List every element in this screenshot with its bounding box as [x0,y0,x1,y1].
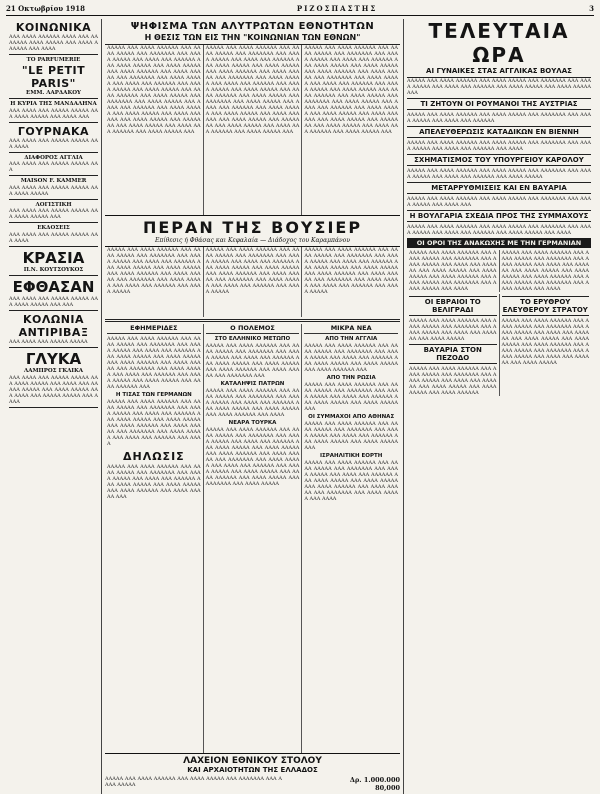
peran-header [105,215,400,247]
antirivax-ad: ΑΝΤΙΡΙΒΑΞ [18,326,89,339]
logistiki-ad: ΛΟΓΙΣΤΙΚΗ [35,201,72,208]
lottery-amount-1: Δρ. 1.000.000 [349,776,400,784]
lampros-ad: ΛΑΜΠΡΟΣ ΓΚΛΙΚΑ [23,368,84,374]
efthasan-ad: ΕΦΘΑΣΑΝ [12,278,95,296]
sub-israilitiki: ΙΣΡΑΗΛΙΤΙΚΗ ΕΟΡΤΗ [319,453,383,459]
classifieds-column: ΚΟΙΝΩΝΙΚΑ ΑΑΑ ΑΑΑΑ ΑΑΑΑΑΑ ΑΑΑΑ ΑΑΑ ΑΑΑΑΑΑΑ ΑΑΑΑ ΑΑΑΑΑ ΑΑΑ ΑΑΑΑ ΑΑΑΑΑΑ ΑΑΑ ΑΑΑΑ TO PARFUMERIE "LE PETIT PARIS" ΕΜΜ. ΛΑΡΔΑΚΟΥ Η ΚΥΡΙΑ ΤΗΣ ΜΑΝΔΑΛΗΝΑ ΑΑΑ ΑΑΑΑ ΑΑΑ ΑΑΑΑΑ ΑΑΑΑΑ ΑΑΑ ΑΑΑΑ ΑΑΑΑΑ ΑΑΑ ΑΑΑΑ ΑΑΑ ΓΟΥΡΝΑΚΑ ΑΑΑ ΑΑΑΑ ΑΑΑ ΑΑΑΑΑ ΑΑΑΑΑ ΑΑΑ ΑΑΑΑ ΔΙΑΦΟΡΟΣ ΑΓΓΛΙΑ ΑΑΑ ΑΑΑΑ ΑΑΑ ΑΑΑΑΑ ΑΑΑΑΑ ΑΑΑ MAISON F. KAMMER ΑΑΑ ΑΑΑΑ ΑΑΑ ΑΑΑΑΑ ΑΑΑΑΑ ΑΑΑ ΑΑΑΑ ΑΑΑΑΑ ΛΟΓΙΣΤΙΚΗ ΑΑΑ ΑΑΑΑ ΑΑΑ ΑΑΑΑΑ ΑΑΑΑΑ ΑΑΑ ΑΑΑΑ ΑΑΑΑΑ ΑΑΑ ΕΚΔΟΣΕΙΣ ΑΑΑ ΑΑΑΑ ΑΑΑ ΑΑΑΑΑ ΑΑΑΑΑ ΑΑΑ ΑΑΑΑ ΚΡΑΣΙΑ Π.Ν. ΚΟΥΤΣΟΥΚΟΣ ΕΦΘΑΣΑΝ ΑΑΑ ΑΑΑΑ ΑΑΑ ΑΑΑΑΑ ΑΑΑΑΑ ΑΑΑ ΑΑΑΑ ΑΑΑΑΑ ΑΑΑ ΑΑΑ ΚΟΛΩΝΙΑ ΑΝΤΙΡΙΒΑΞ ΑΑΑ ΑΑΑΑ ΑΑΑ ΑΑΑΑΑ ΑΑΑΑΑ ΓΛΥΚΑ ΛΑΜΠΡΟΣ ΓΚΛΙΚΑ ΑΑΑ ΑΑΑΑ ΑΑΑ ΑΑΑΑΑ ΑΑΑΑΑ ΑΑΑ ΑΑΑΑ ΑΑΑΑΑ ΑΑΑ ΑΑΑΑ ΑΑΑ ΑΑΑΑΑ ΑΑΑΑΑ ΑΑΑ ΑΑΑΑ ΑΑΑΑΑ ΑΑΑ ΑΑΑΑ ΑΑΑ ΑΑΑΑΑ ΑΑΑΑΑ ΑΑΑ ΑΑΑΑ [6,19,102,794]
headline-evraioi: ΟΙ ΕΒΡΑΙΟΙ ΤΟ ΒΕΛΙΓΡΑΔΙ [409,296,497,316]
koinonika-heading: ΚΟΙΝΩΝΙΚΑ [15,21,92,34]
paper-name: ΡΙΖΟΣΠΑΣΤΗΣ [296,4,378,13]
sub-tisas: Η ΤΙΣΑΣ ΤΩΝ ΓΕΡΜΑΝΩΝ [115,392,192,398]
headline-voulgaria: Η ΒΟΥΛΓΑΡΙΑ ΣΧΕΔΙΑ ΠΡΟΣ ΤΗΣ ΣΥΜΜΑΧΟΥΣ [407,210,591,222]
sub-symmachoi: ΟΙ ΣΥΜΜΑΧΟΙ ΑΠΟ ΑΘΗΝΑΣ [308,414,395,420]
headline-roumanoi: ΤΙ ΖΗΤΟΥΝ ΟΙ ΡΟΥΜΑΝΟΙ ΤΗΣ ΑΥΣΤΡΙΑΣ [407,98,591,110]
headline-apeleftherosis: ΑΠΕΛΕΥΘΕΡΩΣΙΣ ΚΑΤΑΔΙΚΩΝ ΕΝ ΒΙΕΝΝΗ [407,126,591,138]
peran-title: ΠΕΡΑΝ ΤΗΣ ΒΟΥΣΙΕΡ [142,218,363,237]
diaforos-ad: ΔΙΑΦΟΡΟΣ ΑΓΓΛΙΑ [24,154,83,161]
mandalena-ad: Η ΚΥΡΙΑ ΤΗΣ ΜΑΝΔΑΛΗΝΑ [10,101,97,107]
kolonia-ad: ΚΟΛΩΝΙΑ [22,313,85,326]
sub-elliniko-metopo: ΣΤΟ ΕΛΛΗΝΙΚΟ ΜΕΤΩΠΟ [214,336,291,342]
sub-katalipsis: ΚΑΤΑΛΗΨΙΣ ΠΑΤΡΩΝ [220,381,285,387]
gournaka-ad: ΓΟΥΡΝΑΚΑ [17,124,90,138]
dhloseis-heading: ΔΗΛΩΣΙΣ [122,450,185,463]
lottery-title: ΛΑΧΕΙΟΝ ΕΘΝΙΚΟΥ ΣΤΟΛΟΥ [183,756,322,766]
page-header [6,4,594,16]
last-hour-column: ΤΕΛΕΥΤΑΙΑ ΩΡΑ ΑΙ ΓΥΝΑΙΚΕΣ ΣΤΑΣ ΑΓΓΛΙΚΑΣ ΒΟΥΛΑΣ ΑΑΑΑΑ ΑΑΑ ΑΑΑΑ ΑΑΑΑΑΑ ΑΑΑ ΑΑΑΑ ΑΑΑΑΑ ΑΑΑ ΑΑΑΑΑΑΑ ΑΑΑ ΑΑΑΑ ΑΑΑΑΑ ΑΑΑ ΑΑΑΑ ΑΑΑ ΑΑΑΑΑΑ ΑΑΑ ΑΑΑΑ ΑΑΑΑΑ ΑΑΑ ΑΑΑΑ ΑΑΑΑΑ ΑΑΑ ΤΙ ΖΗΤΟΥΝ ΟΙ ΡΟΥΜΑΝΟΙ ΤΗΣ ΑΥΣΤΡΙΑΣ ΑΑΑΑΑ ΑΑΑ ΑΑΑΑ ΑΑΑΑΑΑ ΑΑΑ ΑΑΑΑ ΑΑΑΑΑ ΑΑΑ ΑΑΑΑΑΑΑ ΑΑΑ ΑΑΑΑ ΑΑΑΑΑ ΑΑΑ ΑΑΑΑ ΑΑΑ ΑΑΑΑΑΑ ΑΠΕΛΕΥΘΕΡΩΣΙΣ ΚΑΤΑΔΙΚΩΝ ΕΝ ΒΙΕΝΝΗ ΑΑΑΑΑ ΑΑΑ ΑΑΑΑ ΑΑΑΑΑΑ ΑΑΑ ΑΑΑΑ ΑΑΑΑΑ ΑΑΑ ΑΑΑΑΑΑΑ ΑΑΑ ΑΑΑΑ ΑΑΑΑΑ ΑΑΑ ΑΑΑΑ ΑΑΑ ΑΑΑΑΑΑ ΑΑΑ ΑΑΑΑ ΣΧΗΜΑΤΙΣΜΟΣ ΤΟΥ ΥΠΟΥΡΓΕΙΟΥ ΚΑΡΟΛΟΥ ΑΑΑΑΑ ΑΑΑ ΑΑΑΑ ΑΑΑΑΑΑ ΑΑΑ ΑΑΑΑ ΑΑΑΑΑ ΑΑΑ ΑΑΑΑΑΑΑ ΑΑΑ ΑΑΑΑ ΑΑΑΑΑ ΑΑΑ ΑΑΑΑ ΑΑΑ ΑΑΑΑΑΑ ΑΑΑ ΑΑΑΑ ΑΑΑΑΑ ΜΕΤΑΡΡΥΘΜΙΣΕΙΣ ΚΑΙ ΕΝ ΒΑΥΑΡΙΑ ΑΑΑΑΑ ΑΑΑ ΑΑΑΑ ΑΑΑΑΑΑ ΑΑΑ ΑΑΑΑ ΑΑΑΑΑ ΑΑΑ ΑΑΑΑΑΑΑ ΑΑΑ ΑΑΑΑ ΑΑΑΑΑ ΑΑΑ ΑΑΑΑ ΑΑΑ Η ΒΟΥΛΓΑΡΙΑ ΣΧΕΔΙΑ ΠΡΟΣ ΤΗΣ ΣΥΜΜΑΧΟΥΣ ΑΑΑΑΑ ΑΑΑ ΑΑΑΑ ΑΑΑΑΑΑ ΑΑΑ ΑΑΑΑ ΑΑΑΑΑ ΑΑΑ ΑΑΑΑΑΑΑ ΑΑΑ ΑΑΑΑ ΑΑΑΑΑ ΑΑΑ ΑΑΑΑ ΑΑΑ ΑΑΑΑΑΑ ΑΑΑ ΑΑΑΑ ΑΑΑΑΑ ΑΑΑ ΑΑΑΑ ΟΙ ΟΡΟΙ ΤΗΣ ΑΝΑΚΩΧΗΣ ΜΕ ΤΗΝ ΓΕΡΜΑΝΙΑΝ ΑΑΑΑΑ ΑΑΑ ΑΑΑΑ ΑΑΑΑΑΑ ΑΑΑ ΑΑΑΑ ΑΑΑΑΑ ΑΑΑ ΑΑΑΑΑΑΑ ΑΑΑ ΑΑΑΑ ΑΑΑΑΑ ΑΑΑ ΑΑΑΑ ΑΑΑ ΑΑΑΑΑΑ ΑΑΑ ΑΑΑΑ ΑΑΑΑΑ ΑΑΑ ΑΑΑΑ ΑΑΑΑΑ ΑΑΑ ΑΑΑΑ ΑΑΑΑΑΑ ΑΑΑ ΑΑΑΑ ΑΑΑΑΑ ΑΑΑ ΑΑΑΑΑΑΑ ΑΑΑ ΑΑΑΑ ΑΑΑΑΑ ΑΑΑ ΑΑΑΑ ΑΑΑΑΑ ΑΑΑ ΑΑΑΑ ΑΑΑΑΑΑ ΑΑΑ ΑΑΑΑ ΑΑΑΑΑ ΑΑΑ ΑΑΑΑΑΑΑ ΑΑΑ ΑΑΑΑ ΑΑΑΑΑ ΑΑΑ ΑΑΑΑ ΑΑΑ ΑΑΑΑΑΑ ΑΑΑ ΑΑΑΑ ΑΑΑΑΑ ΑΑΑ ΑΑΑΑ ΑΑΑΑΑ ΑΑΑ ΑΑΑΑ ΑΑΑΑΑΑ ΑΑΑ ΑΑΑΑ ΑΑΑΑΑ ΑΑΑ ΑΑΑΑΑΑΑ ΑΑΑ ΑΑΑΑ ΑΑΑΑΑ ΑΑΑ ΑΑΑΑ ΟΙ ΕΒΡΑΙΟΙ ΤΟ ΒΕΛΙΓΡΑΔΙ ΑΑΑΑΑ ΑΑΑ ΑΑΑΑ ΑΑΑΑΑΑ ΑΑΑ ΑΑΑΑ ΑΑΑΑΑ ΑΑΑ ΑΑΑΑΑΑΑ ΑΑΑ ΑΑΑΑ ΑΑΑΑΑ ΑΑΑ ΑΑΑΑ ΑΑΑ ΑΑΑΑΑΑ ΑΑΑ ΑΑΑΑ ΑΑΑΑΑ ΒΑΥΑΡΙΑ ΣΤΟΝ ΠΕΖΟΔΟ ΑΑΑΑΑ ΑΑΑ ΑΑΑΑ ΑΑΑΑΑΑ ΑΑΑ ΑΑΑΑ ΑΑΑΑΑ ΑΑΑ ΑΑΑΑΑΑΑ ΑΑΑ ΑΑΑΑ ΑΑΑΑΑ ΑΑΑ ΑΑΑΑ ΑΑΑ ΑΑΑΑΑΑ ΑΑΑ ΑΑΑΑ ΑΑΑΑΑ ΑΑΑ ΑΑΑΑ ΑΑΑΑΑ ΑΑΑ ΑΑΑΑ ΑΑΑΑΑΑ ΤΟ ΕΡΥΘΡΟΥ ΕΛΕΥΘΕΡΟΥ ΣΤΡΑΤΟΥ ΑΑΑΑΑ ΑΑΑ ΑΑΑΑ ΑΑΑΑΑΑ ΑΑΑ ΑΑΑΑ ΑΑΑΑΑ ΑΑΑ ΑΑΑΑΑΑΑ ΑΑΑ ΑΑΑΑ ΑΑΑΑΑ ΑΑΑ ΑΑΑΑ ΑΑΑ ΑΑΑΑΑΑ ΑΑΑ ΑΑΑΑ ΑΑΑΑΑ ΑΑΑ ΑΑΑΑ ΑΑΑΑΑ ΑΑΑ ΑΑΑΑ ΑΑΑΑΑΑ ΑΑΑ ΑΑΑΑ ΑΑΑΑΑ ΑΑΑ ΑΑΑΑΑΑΑ ΑΑΑ ΑΑΑΑ ΑΑΑΑΑ ΑΑΑ ΑΑΑΑ ΑΑΑ ΑΑΑΑΑΑ ΑΑΑ ΑΑΑΑ ΑΑΑΑΑ [407,19,591,396]
peran-subtitle: Επίθεσις ή Φθάσας και Κεφαλαία — Διάδοχος του Καραμπάνου [155,237,350,244]
headline-oroi-anakochis: ΟΙ ΟΡΟΙ ΤΗΣ ΑΝΑΚΩΧΗΣ ΜΕ ΤΗΝ ΓΕΡΜΑΝΙΑΝ [407,238,591,248]
lottery-amount-2: 80,000 [375,784,400,792]
page-number: 3 [589,4,594,13]
krasia-ad: ΚΡΑΣΙΑ [22,248,85,267]
maison-ad: MAISON F. KAMMER [20,178,87,184]
sub-rosia: ΑΠΟ ΤΗΝ ΡΩΣΙΑ [326,375,376,381]
sub-anglia: ΑΠΟ ΤΗΝ ΑΓΓΛΙΑ [325,336,378,342]
headline-karolou: ΣΧΗΜΑΤΙΣΜΟΣ ΤΟΥ ΥΠΟΥΡΓΕΙΟΥ ΚΑΡΟΛΟΥ [407,154,591,166]
main-news-area: ΨΗΦΙΣΜΑ ΤΩΝ ΑΛΥΤΡΩΤΩΝ ΕΘΝΟΤΗΤΩΝ Η ΘΕΣΙΣ ΤΩΝ ΕΙΣ ΤΗΝ "ΚΟΙΝΩΝΙΑΝ ΤΩΝ ΕΘΝΩΝ" ΑΑΑΑΑ ΑΑΑ ΑΑΑΑ ΑΑΑΑΑΑ ΑΑΑ ΑΑΑΑ ΑΑΑΑΑ ΑΑΑ ΑΑΑΑΑΑΑ ΑΑΑ ΑΑΑΑ ΑΑΑΑΑ ΑΑΑ ΑΑΑΑ ΑΑΑ ΑΑΑΑΑΑ ΑΑΑ ΑΑΑΑ ΑΑΑΑΑ ΑΑΑ ΑΑΑΑ ΑΑΑΑΑ ΑΑΑ ΑΑΑΑ ΑΑΑΑΑΑ ΑΑΑ ΑΑΑΑ ΑΑΑΑΑ ΑΑΑ ΑΑΑΑΑΑΑ ΑΑΑ ΑΑΑΑ ΑΑΑΑΑ ΑΑΑ ΑΑΑΑ ΑΑΑ ΑΑΑΑΑΑ ΑΑΑ ΑΑΑΑ ΑΑΑΑΑ ΑΑΑ ΑΑΑΑ ΑΑΑΑΑ ΑΑΑ ΑΑΑΑ ΑΑΑΑΑΑ ΑΑΑ ΑΑΑΑ ΑΑΑΑΑ ΑΑΑ ΑΑΑΑΑΑΑ ΑΑΑ ΑΑΑΑ ΑΑΑΑΑ ΑΑΑ ΑΑΑΑ ΑΑΑ ΑΑΑΑΑΑ ΑΑΑ ΑΑΑΑ ΑΑΑΑΑ ΑΑΑ ΑΑΑΑ ΑΑΑΑΑ ΑΑΑ ΑΑΑΑ ΑΑΑΑΑΑ ΑΑΑ ΑΑΑΑ ΑΑΑΑΑ ΑΑΑ ΑΑΑΑΑΑΑ ΑΑΑ ΑΑΑΑ ΑΑΑΑΑ ΑΑΑ ΑΑΑΑ ΑΑΑ ΑΑΑΑΑΑ ΑΑΑ ΑΑΑΑ ΑΑΑΑΑ ΑΑΑ ΑΑΑΑΑ ΑΑΑ ΑΑΑΑ ΑΑΑΑΑΑ ΑΑΑ ΑΑΑΑ ΑΑΑΑΑ ΑΑΑ ΑΑΑΑΑΑΑ ΑΑΑ ΑΑΑΑ ΑΑΑΑΑ ΑΑΑ ΑΑΑΑ ΑΑΑ ΑΑΑΑΑΑ ΑΑΑ ΑΑΑΑ ΑΑΑΑΑ ΑΑΑ ΑΑΑΑ ΑΑΑΑΑ ΑΑΑ ΑΑΑΑ ΑΑΑΑΑΑ ΑΑΑ ΑΑΑΑ ΑΑΑΑΑ ΑΑΑ ΑΑΑΑΑΑΑ ΑΑΑ ΑΑΑΑ ΑΑΑΑΑ ΑΑΑ ΑΑΑΑ ΑΑΑ ΑΑΑΑΑΑ ΑΑΑ ΑΑΑΑ ΑΑΑΑΑ ΑΑΑ ΑΑΑΑ ΑΑΑΑΑ ΑΑΑ ΑΑΑΑ ΑΑΑΑΑΑ ΑΑΑ ΑΑΑΑ ΑΑΑΑΑ ΑΑΑ ΑΑΑΑΑΑΑ ΑΑΑ ΑΑΑΑ ΑΑΑΑΑ ΑΑΑ ΑΑΑΑ ΑΑΑ ΑΑΑΑΑΑ ΑΑΑ ΑΑΑΑ ΑΑΑΑΑ ΑΑΑ ΑΑΑΑ ΑΑΑΑΑ ΑΑΑ ΑΑΑΑ ΑΑΑΑΑΑ ΑΑΑ ΑΑΑΑ ΑΑΑΑΑ ΑΑΑ ΑΑΑΑΑΑΑ ΑΑΑ ΑΑΑΑ ΑΑΑΑΑ ΑΑΑ ΑΑΑΑ ΑΑΑ ΑΑΑΑΑΑ ΑΑΑ ΑΑΑΑ ΑΑΑΑΑ ΑΑΑ ΑΑΑΑΑ ΑΑΑ ΑΑΑΑ ΑΑΑΑΑΑ ΑΑΑ ΑΑΑΑ ΑΑΑΑΑ ΑΑΑ ΑΑΑΑΑΑΑ ΑΑΑ ΑΑΑΑ ΑΑΑΑΑ ΑΑΑ ΑΑΑΑ ΑΑΑ ΑΑΑΑΑΑ ΑΑΑ ΑΑΑΑ ΑΑΑΑΑ ΑΑΑ ΑΑΑΑ ΑΑΑΑΑ ΑΑΑ ΑΑΑΑ ΑΑΑΑΑΑ ΑΑΑ ΑΑΑΑ ΑΑΑΑΑ ΑΑΑ ΑΑΑΑΑΑΑ ΑΑΑ ΑΑΑΑ ΑΑΑΑΑ ΑΑΑ ΑΑΑΑ ΑΑΑ ΑΑΑΑΑΑ ΑΑΑ ΑΑΑΑ ΑΑΑΑΑ ΑΑΑ ΑΑΑΑ ΑΑΑΑΑ ΑΑΑ ΑΑΑΑ ΑΑΑΑΑΑ ΑΑΑ ΑΑΑΑ ΑΑΑΑΑ ΑΑΑ ΑΑΑΑΑΑΑ ΑΑΑ ΑΑΑΑ ΑΑΑΑΑ ΑΑΑ ΑΑΑΑ ΑΑΑ ΑΑΑΑΑΑ ΑΑΑ ΑΑΑΑ ΑΑΑΑΑ ΑΑΑ ΑΑΑΑ ΑΑΑΑΑ ΑΑΑ ΑΑΑΑ ΑΑΑΑΑΑ ΑΑΑ ΑΑΑΑ ΑΑΑΑΑ ΑΑΑ ΑΑΑΑΑΑΑ ΑΑΑ ΑΑΑΑ ΑΑΑΑΑ ΑΑΑ ΑΑΑΑ ΑΑΑ ΑΑΑΑΑΑ ΑΑΑ ΑΑΑΑ ΑΑΑΑΑ ΑΑΑ ΠΕΡΑΝ ΤΗΣ ΒΟΥΣΙΕΡ Επίθεσις ή Φθάσας και Κεφαλαία — Διάδοχος του Καραμπάνου ΑΑΑΑΑ ΑΑΑ ΑΑΑΑ ΑΑΑΑΑΑ ΑΑΑ ΑΑΑΑ ΑΑΑΑΑ ΑΑΑ ΑΑΑΑΑΑΑ ΑΑΑ ΑΑΑΑ ΑΑΑΑΑ ΑΑΑ ΑΑΑΑ ΑΑΑ ΑΑΑΑΑΑ ΑΑΑ ΑΑΑΑ ΑΑΑΑΑ ΑΑΑ ΑΑΑΑ ΑΑΑΑΑ ΑΑΑ ΑΑΑΑ ΑΑΑΑΑΑ ΑΑΑ ΑΑΑΑ ΑΑΑΑΑ ΑΑΑ ΑΑΑΑΑΑΑ ΑΑΑ ΑΑΑΑ ΑΑΑΑΑ ΑΑΑ ΑΑΑΑ ΑΑΑ ΑΑΑΑΑΑ ΑΑΑ ΑΑΑΑ ΑΑΑΑΑ ΑΑΑΑΑ ΑΑΑ ΑΑΑΑ ΑΑΑΑΑΑ ΑΑΑ ΑΑΑΑ ΑΑΑΑΑ ΑΑΑ ΑΑΑΑΑΑΑ ΑΑΑ ΑΑΑΑ ΑΑΑΑΑ ΑΑΑ ΑΑΑΑ ΑΑΑ ΑΑΑΑΑΑ ΑΑΑ ΑΑΑΑ ΑΑΑΑΑ ΑΑΑ ΑΑΑΑ ΑΑΑΑΑ ΑΑΑ ΑΑΑΑ ΑΑΑΑΑΑ ΑΑΑ ΑΑΑΑ ΑΑΑΑΑ ΑΑΑ ΑΑΑΑΑΑΑ ΑΑΑ ΑΑΑΑ ΑΑΑΑΑ ΑΑΑ ΑΑΑΑ ΑΑΑ ΑΑΑΑΑΑ ΑΑΑ ΑΑΑΑ ΑΑΑΑΑ ΑΑΑΑΑ ΑΑΑ ΑΑΑΑ ΑΑΑΑΑΑ ΑΑΑ ΑΑΑΑ ΑΑΑΑΑ ΑΑΑ ΑΑΑΑΑΑΑ ΑΑΑ ΑΑΑΑ ΑΑΑΑΑ ΑΑΑ ΑΑΑΑ ΑΑΑ ΑΑΑΑΑΑ ΑΑΑ ΑΑΑΑ ΑΑΑΑΑ ΑΑΑ ΑΑΑΑ ΑΑΑΑΑ ΑΑΑ ΑΑΑΑ ΑΑΑΑΑΑ ΑΑΑ ΑΑΑΑ ΑΑΑΑΑ ΑΑΑ ΑΑΑΑΑΑΑ ΑΑΑ ΑΑΑΑ ΑΑΑΑΑ ΑΑΑ ΑΑΑΑ ΑΑΑ ΑΑΑΑΑΑ ΑΑΑ ΑΑΑΑ ΑΑΑΑΑ ΕΦΗΜΕΡΙΔΕΣ ΑΑΑΑΑ ΑΑΑ ΑΑΑΑ ΑΑΑΑΑΑ ΑΑΑ ΑΑΑΑ ΑΑΑΑΑ ΑΑΑ ΑΑΑΑΑΑΑ ΑΑΑ ΑΑΑΑ ΑΑΑΑΑ ΑΑΑ ΑΑΑΑ ΑΑΑ ΑΑΑΑΑΑ ΑΑΑ ΑΑΑΑ ΑΑΑΑΑ ΑΑΑ ΑΑΑΑ ΑΑΑΑΑ ΑΑΑ ΑΑΑΑ ΑΑΑΑΑΑ ΑΑΑ ΑΑΑΑ ΑΑΑΑΑ ΑΑΑ ΑΑΑΑΑΑΑ ΑΑΑ ΑΑΑΑ ΑΑΑΑΑ ΑΑΑ ΑΑΑΑ ΑΑΑ ΑΑΑΑΑΑ ΑΑΑ ΑΑΑΑ ΑΑΑΑΑ ΑΑΑ ΑΑΑΑ ΑΑΑΑΑ ΑΑΑ ΑΑΑΑ ΑΑΑΑΑΑ ΑΑΑ Η ΤΙΣΑΣ ΤΩΝ ΓΕΡΜΑΝΩΝ ΑΑΑΑΑ ΑΑΑ ΑΑΑΑ ΑΑΑΑΑΑ ΑΑΑ ΑΑΑΑ ΑΑΑΑΑ ΑΑΑ ΑΑΑΑΑΑΑ ΑΑΑ ΑΑΑΑ ΑΑΑΑΑ ΑΑΑ ΑΑΑΑ ΑΑΑ ΑΑΑΑΑΑ ΑΑΑ ΑΑΑΑ ΑΑΑΑΑ ΑΑΑ ΑΑΑΑ ΑΑΑΑΑ ΑΑΑ ΑΑΑΑ ΑΑΑΑΑΑ ΑΑΑ ΑΑΑΑ ΑΑΑΑΑ ΑΑΑ ΑΑΑΑΑΑΑ ΑΑΑ ΑΑΑΑ ΑΑΑΑΑ ΑΑΑ ΑΑΑΑ ΑΑΑ ΑΑΑΑΑΑ ΑΑΑ ΑΑΑΑ ΔΗΛΩΣΙΣ ΑΑΑΑΑ ΑΑΑ ΑΑΑΑ ΑΑΑΑΑΑ ΑΑΑ ΑΑΑΑ ΑΑΑΑΑ ΑΑΑ ΑΑΑΑΑΑΑ ΑΑΑ ΑΑΑΑ ΑΑΑΑΑ ΑΑΑ ΑΑΑΑ ΑΑΑ ΑΑΑΑΑΑ ΑΑΑ ΑΑΑΑ ΑΑΑΑΑ ΑΑΑ ΑΑΑΑ ΑΑΑΑΑ ΑΑΑ ΑΑΑΑ ΑΑΑΑΑΑ ΑΑΑ ΑΑΑΑ ΑΑΑΑΑ ΑΑΑ Ο ΠΟΛΕΜΟΣ ΣΤΟ ΕΛΛΗΝΙΚΟ ΜΕΤΩΠΟ ΑΑΑΑΑ ΑΑΑ ΑΑΑΑ ΑΑΑΑΑΑ ΑΑΑ ΑΑΑΑ ΑΑΑΑΑ ΑΑΑ ΑΑΑΑΑΑΑ ΑΑΑ ΑΑΑΑ ΑΑΑΑΑ ΑΑΑ ΑΑΑΑ ΑΑΑ ΑΑΑΑΑΑ ΑΑΑ ΑΑΑΑ ΑΑΑΑΑ ΑΑΑ ΑΑΑΑ ΑΑΑΑΑ ΑΑΑ ΑΑΑΑ ΑΑΑΑΑΑ ΑΑΑ ΑΑΑΑ ΑΑΑΑΑ ΑΑΑ ΑΑΑΑΑΑΑ ΑΑΑ ΚΑΤΑΛΗΨΙΣ ΠΑΤΡΩΝ ΑΑΑΑΑ ΑΑΑ ΑΑΑΑ ΑΑΑΑΑΑ ΑΑΑ ΑΑΑΑ ΑΑΑΑΑ ΑΑΑ ΑΑΑΑΑΑΑ ΑΑΑ ΑΑΑΑ ΑΑΑΑΑ ΑΑΑ ΑΑΑΑ ΑΑΑ ΑΑΑΑΑΑ ΑΑΑ ΑΑΑΑ ΑΑΑΑΑ ΑΑΑ ΑΑΑΑ ΑΑΑΑΑ ΑΑΑ ΑΑΑΑ ΑΑΑΑΑΑ ΑΑΑ ΑΑΑΑ ΝΕΑΡΑ ΤΟΥΡΚΑ ΑΑΑΑΑ ΑΑΑ ΑΑΑΑ ΑΑΑΑΑΑ ΑΑΑ ΑΑΑΑ ΑΑΑΑΑ ΑΑΑ ΑΑΑΑΑΑΑ ΑΑΑ ΑΑΑΑ ΑΑΑΑΑ ΑΑΑ ΑΑΑΑ ΑΑΑ ΑΑΑΑΑΑ ΑΑΑ ΑΑΑΑ ΑΑΑΑΑ ΑΑΑ ΑΑΑΑ ΑΑΑΑΑ ΑΑΑ ΑΑΑΑ ΑΑΑΑΑΑ ΑΑΑ ΑΑΑΑ ΑΑΑΑΑ ΑΑΑ ΑΑΑΑΑΑΑ ΑΑΑ ΑΑΑΑ ΑΑΑΑΑ ΑΑΑ ΑΑΑΑ ΑΑΑ ΑΑΑΑΑΑ ΑΑΑ ΑΑΑΑ ΑΑΑΑΑ ΑΑΑ ΑΑΑΑ ΑΑΑΑΑ ΑΑΑ ΑΑΑΑ ΑΑΑΑΑΑ ΑΑΑ ΑΑΑΑ ΑΑΑΑΑ ΑΑΑ ΑΑΑΑΑΑΑ ΑΑΑ ΑΑΑΑ ΑΑΑΑΑ ΜΙΚΡΑ ΝΕΑ ΑΠΟ ΤΗΝ ΑΓΓΛΙΑ ΑΑΑΑΑ ΑΑΑ ΑΑΑΑ ΑΑΑΑΑΑ ΑΑΑ ΑΑΑΑ ΑΑΑΑΑ ΑΑΑ ΑΑΑΑΑΑΑ ΑΑΑ ΑΑΑΑ ΑΑΑΑΑ ΑΑΑ ΑΑΑΑ ΑΑΑ ΑΑΑΑΑΑ ΑΑΑ ΑΑΑΑ ΑΑΑΑΑ ΑΑΑ ΑΑΑΑ ΑΑΑΑΑ ΑΑΑ ΑΑΑΑ ΑΑΑΑΑΑ ΑΑΑ ΑΠΟ ΤΗΝ ΡΩΣΙΑ ΑΑΑΑΑ ΑΑΑ ΑΑΑΑ ΑΑΑΑΑΑ ΑΑΑ ΑΑΑΑ ΑΑΑΑΑ ΑΑΑ ΑΑΑΑΑΑΑ ΑΑΑ ΑΑΑΑ ΑΑΑΑΑ ΑΑΑ ΑΑΑΑ ΑΑΑ ΑΑΑΑΑΑ ΑΑΑ ΑΑΑΑ ΑΑΑΑΑ ΑΑΑ ΑΑΑΑ ΑΑΑΑΑ ΑΑΑ ΟΙ ΣΥΜΜΑΧΟΙ ΑΠΟ ΑΘΗΝΑΣ ΑΑΑΑΑ ΑΑΑ ΑΑΑΑ ΑΑΑΑΑΑ ΑΑΑ ΑΑΑΑ ΑΑΑΑΑ ΑΑΑ ΑΑΑΑΑΑΑ ΑΑΑ ΑΑΑΑ ΑΑΑΑΑ ΑΑΑ ΑΑΑΑ ΑΑΑ ΑΑΑΑΑΑ ΑΑΑ ΑΑΑΑ ΑΑΑΑΑ ΑΑΑ ΑΑΑΑ ΑΑΑΑΑ ΑΑΑ ΙΣΡΑΗΛΙΤΙΚΗ ΕΟΡΤΗ ΑΑΑΑΑ ΑΑΑ ΑΑΑΑ ΑΑΑΑΑΑ ΑΑΑ ΑΑΑΑ ΑΑΑΑΑ ΑΑΑ ΑΑΑΑΑΑΑ ΑΑΑ ΑΑΑΑ ΑΑΑΑΑ ΑΑΑ ΑΑΑΑ ΑΑΑ ΑΑΑΑΑΑ ΑΑΑ ΑΑΑΑ ΑΑΑΑΑ ΑΑΑ ΑΑΑΑ ΑΑΑΑΑ ΑΑΑ ΑΑΑΑ ΑΑΑΑΑΑ ΑΑΑ ΑΑΑΑ ΑΑΑΑΑ ΑΑΑ ΑΑΑΑΑΑΑ ΑΑΑ ΑΑΑΑ ΑΑΑΑΑ ΑΑΑ ΑΑΑΑ ΛΑΧΕΙΟΝ ΕΘΝΙΚΟΥ ΣΤΟΛΟΥ ΚΑΙ ΑΡΧΑΙΟΤΗΤΩΝ ΤΗΣ ΕΛΛΑΔΟΣ ΑΑΑΑΑ ΑΑΑ ΑΑΑΑ ΑΑΑΑΑΑ ΑΑΑ ΑΑΑΑ ΑΑΑΑΑ ΑΑΑ ΑΑΑΑΑΑΑ ΑΑΑ ΑΑΑΑ ΑΑΑΑΑ Δρ. 1.000.000 80,000 [102,19,404,794]
section-efimerides: ΕΦΗΜΕΡΙΔΕΣ [107,324,201,334]
glyka-ad: ΓΛΥΚΑ [25,350,82,368]
lottery-ad: ΛΑΧΕΙΟΝ ΕΘΝΙΚΟΥ ΣΤΟΛΟΥ ΚΑΙ ΑΡΧΑΙΟΤΗΤΩΝ ΤΗΣ ΕΛΛΑΔΟΣ ΑΑΑΑΑ ΑΑΑ ΑΑΑΑ ΑΑΑΑΑΑ ΑΑΑ ΑΑΑΑ ΑΑΑΑΑ ΑΑΑ ΑΑΑΑΑΑΑ ΑΑΑ ΑΑΑΑ ΑΑΑΑΑ Δρ. 1.000.000 80,000 [105,753,400,794]
parfumerie-line-1: TO PARFUMERIE [26,57,81,63]
psifisma-header [105,19,400,45]
section-polemos: Ο ΠΟΛΕΜΟΣ [206,324,300,334]
headline-pezodo: ΒΑΥΑΡΙΑ ΣΤΟΝ ΠΕΖΟΔΟ [409,344,497,364]
parfumerie-line-3: ΕΜΜ. ΛΑΡΔΑΚΟΥ [26,89,81,96]
parfumerie-line-2: "LE PETIT PARIS" [21,63,86,90]
lottery-subtitle: ΚΑΙ ΑΡΧΑΙΟΤΗΤΩΝ ΤΗΣ ΕΛΛΑΔΟΣ [187,766,318,774]
issue-date: 21 Οκτωβρίου 1918 [6,4,86,13]
ekdoseis-ad: ΕΚΔΟΣΕΙΣ [37,225,70,231]
psifisma-subtitle: Η ΘΕΣΙΣ ΤΩΝ ΕΙΣ ΤΗΝ "ΚΟΙΝΩΝΙΑΝ ΤΩΝ ΕΘΝΩΝ" [144,33,361,42]
headline-stratou: ΤΟ ΕΡΥΘΡΟΥ ΕΛΕΥΘΕΡΟΥ ΣΤΡΑΤΟΥ [502,298,588,314]
last-hour-title: ΤΕΛΕΥΤΑΙΑ ΩΡΑ [428,19,570,67]
headline-vavaria: ΜΕΤΑΡΡΥΘΜΙΣΕΙΣ ΚΑΙ ΕΝ ΒΑΥΑΡΙΑ [407,182,591,194]
section-mikra-nea: ΜΙΚΡΑ ΝΕΑ [304,324,398,334]
last-hour-subtitle: ΑΙ ΓΥΝΑΙΚΕΣ ΣΤΑΣ ΑΓΓΛΙΚΑΣ ΒΟΥΛΑΣ [426,67,572,75]
sub-neara-tourka: ΝΕΑΡΑ ΤΟΥΡΚΑ [228,420,277,426]
koutsoukos-ad: Π.Ν. ΚΟΥΤΣΟΥΚΟΣ [23,266,84,273]
psifisma-title: ΨΗΦΙΣΜΑ ΤΩΝ ΑΛΥΤΡΩΤΩΝ ΕΘΝΟΤΗΤΩΝ [130,21,375,32]
